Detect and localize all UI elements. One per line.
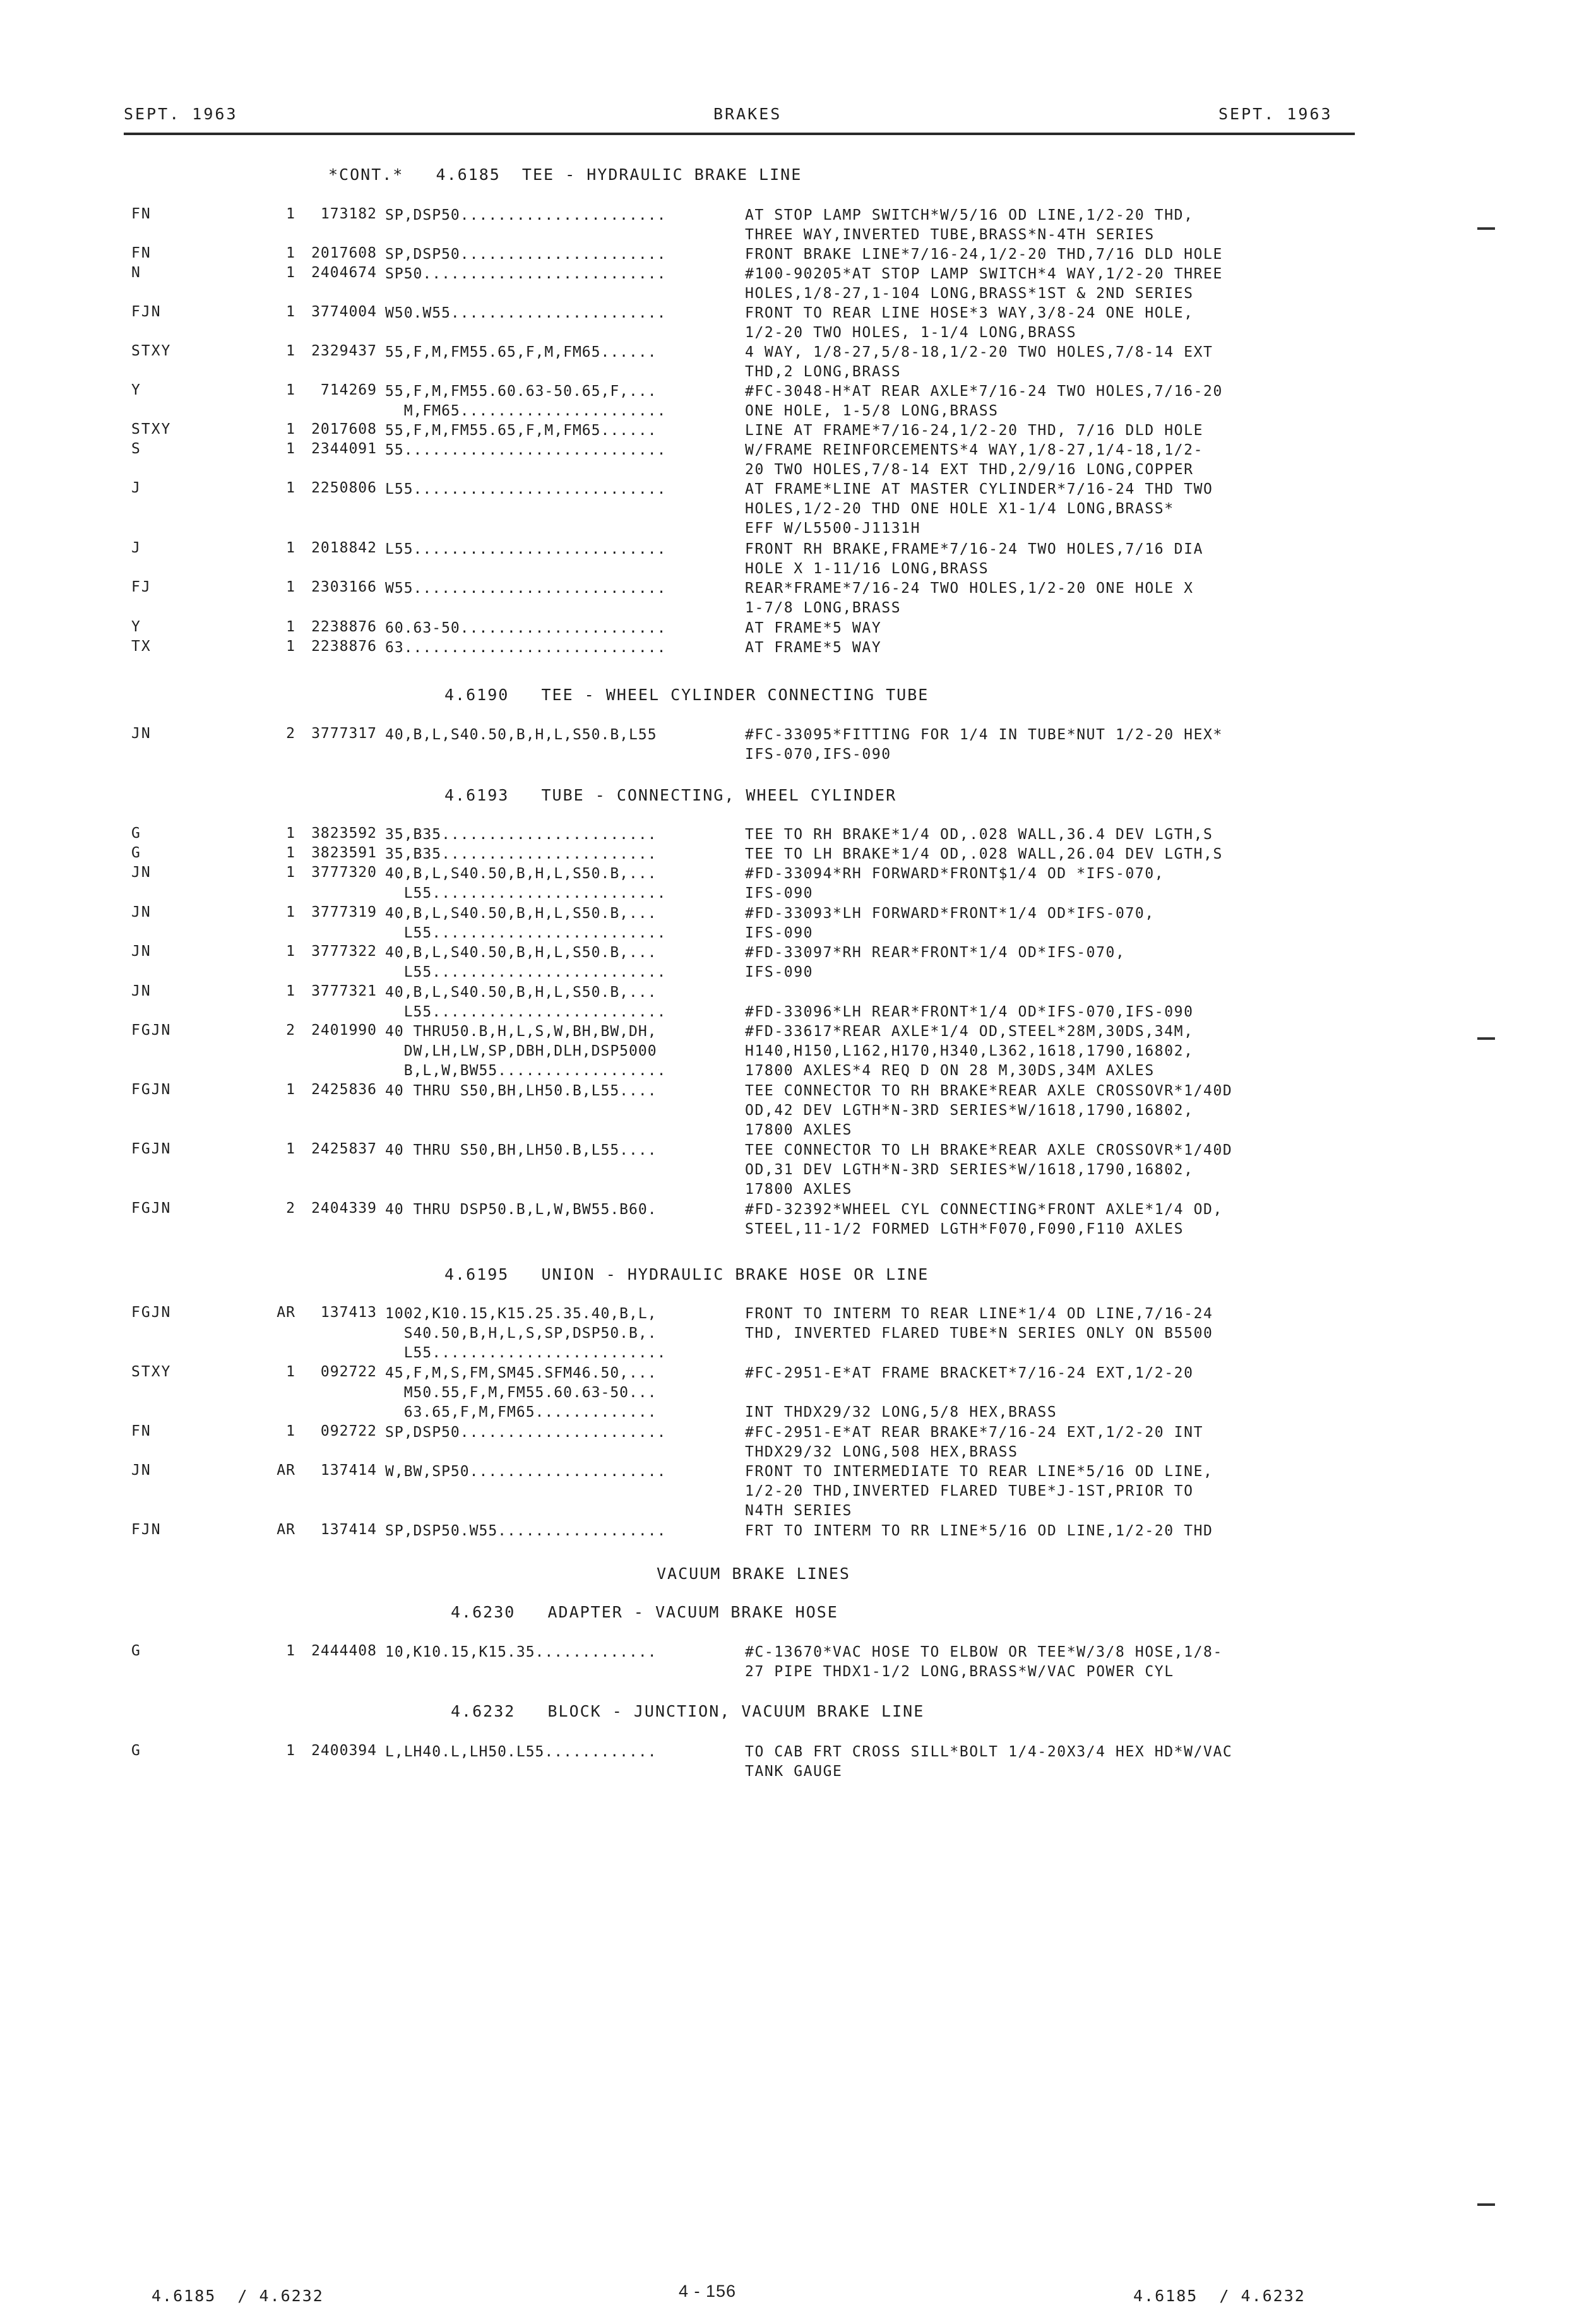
part-number: 2017608 xyxy=(311,421,377,438)
description: #FD-33094*RH FORWARD*FRONT$1/4 OD *IFS-070, IFS-090 xyxy=(745,866,1165,902)
quantity: 1 xyxy=(286,1141,295,1157)
part-number: 3823591 xyxy=(311,845,377,861)
header-date-right: SEPT. 1963 xyxy=(1218,105,1333,123)
quantity: 1 xyxy=(286,343,295,359)
part-number: 2444408 xyxy=(311,1643,377,1659)
application: 10,K10.15,K15.35............. xyxy=(385,1644,657,1660)
quantity: 1 xyxy=(286,265,295,281)
application: 35,B35....................... xyxy=(385,846,657,862)
application: 40 THRU S50,BH,LH50.B,L55.... xyxy=(385,1083,657,1099)
quantity: 1 xyxy=(286,480,295,496)
application: 40,B,L,S40.50,B,H,L,S50.B,... L55......................... xyxy=(385,866,667,902)
description: TEE CONNECTOR TO LH BRAKE*REAR AXLE CROSSOVR*1/40D OD,31 DEV LGTH*N-3RD SERIES*W/1618,1790,16802, 17800 AXLES xyxy=(745,1142,1233,1198)
description: TEE TO LH BRAKE*1/4 OD,.028 WALL,26.04 DEV LGTH,S xyxy=(745,846,1223,862)
part-number: 3777319 xyxy=(311,904,377,920)
part-number: 3777317 xyxy=(311,725,377,742)
part-number: 2404339 xyxy=(311,1200,377,1217)
part-number: 2425837 xyxy=(311,1141,377,1157)
application: SP,DSP50.W55.................. xyxy=(385,1523,667,1539)
quantity: 1 xyxy=(286,845,295,861)
application: SP,DSP50...................... xyxy=(385,207,667,223)
application: SP,DSP50...................... xyxy=(385,1424,667,1441)
application: 55,F,M,FM55.60.63-50.65,F,... M,FM65...................... xyxy=(385,383,667,419)
part-number: 2329437 xyxy=(311,343,377,359)
application: W,BW,SP50..................... xyxy=(385,1463,667,1480)
footer-range-left: 4.6185 / 4.6232 xyxy=(152,2287,324,2305)
model-code: JN xyxy=(131,943,152,960)
application: 55,F,M,FM55.65,F,M,FM65...... xyxy=(385,344,657,360)
application: L55........................... xyxy=(385,481,667,497)
application: L55........................... xyxy=(385,541,667,557)
model-code: S xyxy=(131,441,141,457)
part-number: 137414 xyxy=(320,1462,377,1479)
application: L,LH40.L,LH50.L55............ xyxy=(385,1744,657,1760)
section-heading: VACUUM BRAKE LINES xyxy=(657,1564,850,1583)
part-number: 137414 xyxy=(320,1522,377,1538)
part-number: 2404674 xyxy=(311,265,377,281)
description: AT FRAME*5 WAY xyxy=(745,640,882,656)
model-code: Y xyxy=(131,382,141,398)
description: #FD-33097*RH REAR*FRONT*1/4 OD*IFS-070, IFS-090 xyxy=(745,944,1126,980)
application: 55............................ xyxy=(385,442,667,458)
part-number: 2303166 xyxy=(311,579,377,595)
part-number: 2238876 xyxy=(311,619,377,635)
model-code: FN xyxy=(131,206,152,222)
description: #FD-33096*LH REAR*FRONT*1/4 OD*IFS-070,IFS-090 xyxy=(745,1004,1194,1020)
quantity: 1 xyxy=(286,1742,295,1759)
description: #C-13670*VAC HOSE TO ELBOW OR TEE*W/3/8 HOSE,1/8- 27 PIPE THDX1-1/2 LONG,BRASS*W/VAC POWER CYL xyxy=(745,1644,1223,1680)
part-number: 2017608 xyxy=(311,245,377,261)
part-number: 092722 xyxy=(320,1364,377,1380)
application: SP50.......................... xyxy=(385,266,667,282)
part-number: 2238876 xyxy=(311,638,377,655)
description: FRONT BRAKE LINE*7/16-24,1/2-20 THD,7/16 DLD HOLE xyxy=(745,246,1223,263)
model-code: J xyxy=(131,480,141,496)
model-code: Y xyxy=(131,619,141,635)
part-number: 3777320 xyxy=(311,864,377,881)
quantity: 1 xyxy=(286,1423,295,1439)
quantity: 1 xyxy=(286,382,295,398)
application: 40 THRU S50,BH,LH50.B,L55.... xyxy=(385,1142,657,1158)
description: #FD-33093*LH FORWARD*FRONT*1/4 OD*IFS-070, IFS-090 xyxy=(745,905,1155,941)
quantity: 1 xyxy=(286,1364,295,1380)
section-heading: 4.6193 TUBE - CONNECTING, WHEEL CYLINDER xyxy=(444,786,897,804)
quantity: 1 xyxy=(286,864,295,881)
part-number: 173182 xyxy=(320,206,377,222)
quantity: 1 xyxy=(286,245,295,261)
model-code: G xyxy=(131,1742,141,1759)
quantity: 1 xyxy=(286,943,295,960)
part-number: 2344091 xyxy=(311,441,377,457)
model-code: JN xyxy=(131,864,152,881)
description: #FC-2951-E*AT FRAME BRACKET*7/16-24 EXT,1/2-20 INT THDX29/32 LONG,5/8 HEX,BRASS xyxy=(745,1365,1194,1421)
quantity: 1 xyxy=(286,540,295,556)
section-heading: 4.6232 BLOCK - JUNCTION, VACUUM BRAKE LINE xyxy=(451,1702,925,1720)
model-code: FJ xyxy=(131,579,152,595)
application: 40 THRU50.B,H,L,S,W,BH,BW,DH, DW,LH,LW,SP,DBH,DLH,DSP5000 B,L,W,BW55.................. xyxy=(385,1023,667,1079)
quantity: 2 xyxy=(286,725,295,742)
description: #FC-3048-H*AT REAR AXLE*7/16-24 TWO HOLES,7/16-20 ONE HOLE, 1-5/8 LONG,BRASS xyxy=(745,383,1223,419)
description: #FD-33617*REAR AXLE*1/4 OD,STEEL*28M,30DS,34M, H140,H150,L162,H170,H340,L362,1618,1790,16802, 17800 AXLES*4 REQ D ON 28 M,30DS,34M AXLES xyxy=(745,1023,1194,1079)
quantity: 1 xyxy=(286,304,295,320)
model-code: STXY xyxy=(131,1364,172,1380)
description: AT FRAME*LINE AT MASTER CYLINDER*7/16-24 THD TWO HOLES,1/2-20 THD ONE HOLE X1-1/4 LONG,BRASS* EFF W/L5500-J1131H xyxy=(745,481,1213,537)
quantity: 1 xyxy=(286,904,295,920)
description: TEE TO RH BRAKE*1/4 OD,.028 WALL,36.4 DEV LGTH,S xyxy=(745,826,1213,843)
quantity: 1 xyxy=(286,1081,295,1098)
quantity: AR xyxy=(277,1304,295,1321)
description: AT STOP LAMP SWITCH*W/5/16 OD LINE,1/2-20 THD, THREE WAY,INVERTED TUBE,BRASS*N-4TH SERIES xyxy=(745,207,1194,243)
application: 40,B,L,S40.50,B,H,L,S50.B,... L55......................... xyxy=(385,984,667,1020)
part-number: 3823592 xyxy=(311,825,377,842)
model-code: FN xyxy=(131,1423,152,1439)
quantity: 1 xyxy=(286,1643,295,1659)
description: FRONT TO INTERM TO REAR LINE*1/4 OD LINE,7/16-24 THD, INVERTED FLARED TUBE*N SERIES ONLY ON B5500 xyxy=(745,1306,1213,1342)
application: W50.W55....................... xyxy=(385,305,667,321)
application: 40,B,L,S40.50,B,H,L,S50.B,... L55......................... xyxy=(385,905,667,941)
description: #FC-33095*FITTING FOR 1/4 IN TUBE*NUT 1/2-20 HEX* IFS-070,IFS-090 xyxy=(745,727,1223,763)
part-number: 092722 xyxy=(320,1423,377,1439)
application: W55........................... xyxy=(385,580,667,597)
application: 63............................ xyxy=(385,640,667,656)
description: #100-90205*AT STOP LAMP SWITCH*4 WAY,1/2-20 THREE HOLES,1/8-27,1-104 LONG,BRASS*1ST & 2ND SERIES xyxy=(745,266,1223,302)
model-code: JN xyxy=(131,1462,152,1479)
quantity: AR xyxy=(277,1462,295,1479)
application: 1002,K10.15,K15.25.35.40,B,L, S40.50,B,H,L,S,SP,DSP50.B,. L55......................... xyxy=(385,1306,667,1361)
part-number: 2250806 xyxy=(311,480,377,496)
model-code: JN xyxy=(131,983,152,999)
model-code: FGJN xyxy=(131,1081,172,1098)
header-date-left: SEPT. 1963 xyxy=(124,105,238,123)
margin-mark xyxy=(1477,227,1495,230)
application: 45,F,M,S,FM,SM45.SFM46.50,... M50.55,F,M,FM55.60.63-50... 63.65,F,M,FM65............. xyxy=(385,1365,657,1421)
model-code: G xyxy=(131,845,141,861)
model-code: FGJN xyxy=(131,1200,172,1217)
description: FRT TO INTERM TO RR LINE*5/16 OD LINE,1/2-20 THD xyxy=(745,1523,1213,1539)
part-number: 2018842 xyxy=(311,540,377,556)
quantity: 1 xyxy=(286,983,295,999)
quantity: 1 xyxy=(286,421,295,438)
description: W/FRAME REINFORCEMENTS*4 WAY,1/8-27,1/4-18,1/2- 20 TWO HOLES,7/8-14 EXT THD,2/9/16 LONG,COPPER xyxy=(745,442,1204,478)
model-code: FGJN xyxy=(131,1141,172,1157)
application: 55,F,M,FM55.65,F,M,FM65...... xyxy=(385,422,657,439)
application: 40,B,L,S40.50,B,H,L,S50.B,L55 xyxy=(385,727,657,743)
section-heading: 4.6195 UNION - HYDRAULIC BRAKE HOSE OR LINE xyxy=(444,1265,929,1284)
quantity: 1 xyxy=(286,638,295,655)
footer-range-right: 4.6185 / 4.6232 xyxy=(1133,2287,1306,2305)
part-number: 2401990 xyxy=(311,1022,377,1039)
model-code: JN xyxy=(131,725,152,742)
quantity: 1 xyxy=(286,206,295,222)
description: LINE AT FRAME*7/16-24,1/2-20 THD, 7/16 DLD HOLE xyxy=(745,422,1204,439)
model-code: N xyxy=(131,265,141,281)
quantity: 1 xyxy=(286,619,295,635)
section-heading: 4.6230 ADAPTER - VACUUM BRAKE HOSE xyxy=(451,1603,838,1621)
application: 60.63-50...................... xyxy=(385,620,667,636)
model-code: J xyxy=(131,540,141,556)
part-number: 3777321 xyxy=(311,983,377,999)
margin-mark xyxy=(1477,1037,1495,1040)
application: 40,B,L,S40.50,B,H,L,S50.B,... L55......................... xyxy=(385,944,667,980)
description: AT FRAME*5 WAY xyxy=(745,620,882,636)
application: 35,B35....................... xyxy=(385,826,657,843)
header-rule xyxy=(124,133,1355,135)
quantity: 2 xyxy=(286,1022,295,1039)
model-code: FJN xyxy=(131,1522,162,1538)
section-heading: *CONT.* 4.6185 TEE - HYDRAULIC BRAKE LINE xyxy=(328,165,802,184)
part-number: 714269 xyxy=(320,382,377,398)
model-code: G xyxy=(131,825,141,842)
model-code: FGJN xyxy=(131,1022,172,1039)
description: FRONT RH BRAKE,FRAME*7/16-24 TWO HOLES,7/16 DIA HOLE X 1-11/16 LONG,BRASS xyxy=(745,541,1204,577)
quantity: 1 xyxy=(286,441,295,457)
description: REAR*FRAME*7/16-24 TWO HOLES,1/2-20 ONE HOLE X 1-7/8 LONG,BRASS xyxy=(745,580,1194,616)
model-code: G xyxy=(131,1643,141,1659)
quantity: 2 xyxy=(286,1200,295,1217)
description: 4 WAY, 1/8-27,5/8-18,1/2-20 TWO HOLES,7/8-14 EXT THD,2 LONG,BRASS xyxy=(745,344,1213,380)
part-number: 3774004 xyxy=(311,304,377,320)
description: TEE CONNECTOR TO RH BRAKE*REAR AXLE CROSSOVR*1/40D OD,42 DEV LGTH*N-3RD SERIES*W/1618,1790,16802, 17800 AXLES xyxy=(745,1083,1233,1138)
margin-mark xyxy=(1477,2203,1495,2206)
application: 40 THRU DSP50.B,L,W,BW55.B60. xyxy=(385,1201,657,1218)
model-code: TX xyxy=(131,638,152,655)
page-number: 4 - 156 xyxy=(679,2282,737,2301)
model-code: FJN xyxy=(131,304,162,320)
part-number: 137413 xyxy=(320,1304,377,1321)
description: FRONT TO REAR LINE HOSE*3 WAY,3/8-24 ONE HOLE, 1/2-20 TWO HOLES, 1-1/4 LONG,BRASS xyxy=(745,305,1194,341)
model-code: STXY xyxy=(131,421,172,438)
quantity: 1 xyxy=(286,579,295,595)
part-number: 2400394 xyxy=(311,1742,377,1759)
model-code: JN xyxy=(131,904,152,920)
description: TO CAB FRT CROSS SILL*BOLT 1/4-20X3/4 HEX HD*W/VAC TANK GAUGE xyxy=(745,1744,1233,1780)
section-heading: 4.6190 TEE - WHEEL CYLINDER CONNECTING TUBE xyxy=(444,686,929,704)
part-number: 3777322 xyxy=(311,943,377,960)
model-code: FGJN xyxy=(131,1304,172,1321)
part-number: 2425836 xyxy=(311,1081,377,1098)
quantity: 1 xyxy=(286,825,295,842)
application: SP,DSP50...................... xyxy=(385,246,667,263)
description: #FC-2951-E*AT REAR BRAKE*7/16-24 EXT,1/2-20 INT THDX29/32 LONG,508 HEX,BRASS xyxy=(745,1424,1204,1460)
quantity: AR xyxy=(277,1522,295,1538)
header-title: BRAKES xyxy=(713,105,782,123)
model-code: FN xyxy=(131,245,152,261)
model-code: STXY xyxy=(131,343,172,359)
description: #FD-32392*WHEEL CYL CONNECTING*FRONT AXLE*1/4 OD, STEEL,11-1/2 FORMED LGTH*F070,F090,F110 AXLES xyxy=(745,1201,1223,1237)
description: FRONT TO INTERMEDIATE TO REAR LINE*5/16 OD LINE, 1/2-20 THD,INVERTED FLARED TUBE*J-1ST,PRIOR TO N4TH SERIES xyxy=(745,1463,1213,1519)
